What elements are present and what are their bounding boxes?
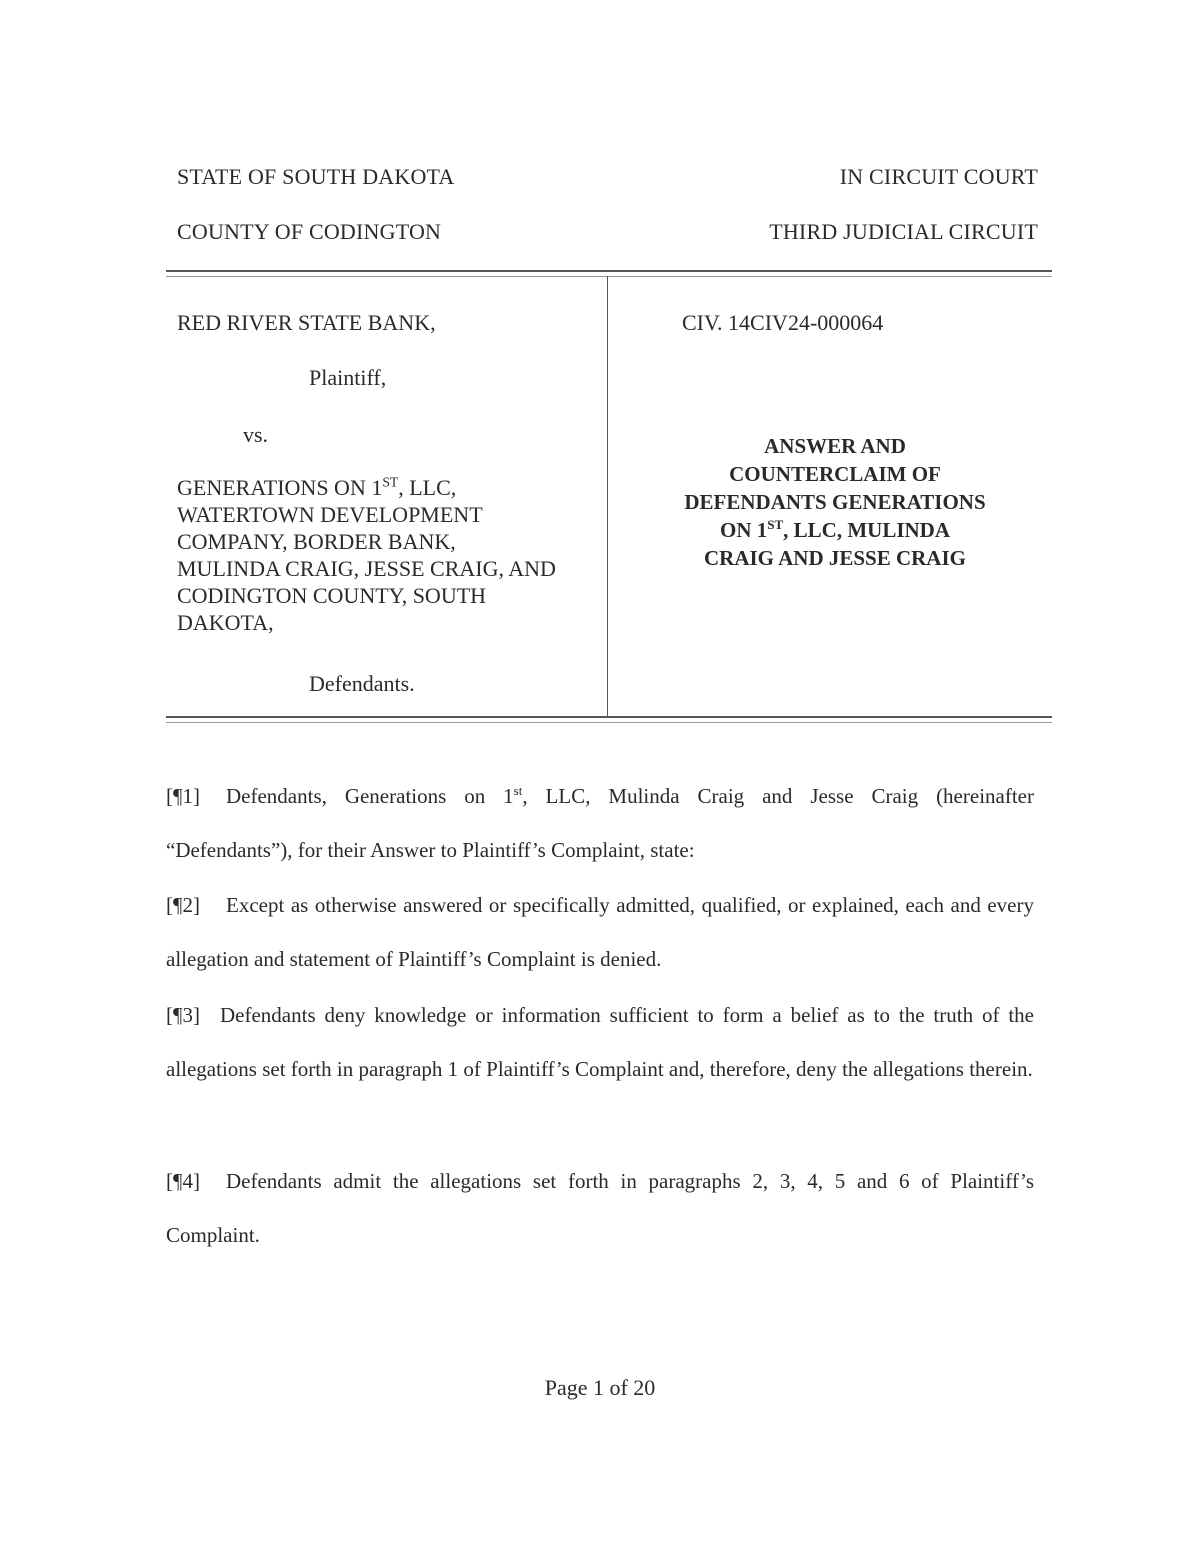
defendants-line-1: GENERATIONS ON 1ST, LLC, — [177, 474, 457, 500]
title-line-4: ON 1ST, LLC, MULINDA — [719, 517, 950, 542]
document-title — [650, 432, 1020, 572]
case-number: CIV. 14CIV24-000064 — [682, 310, 884, 335]
defendants-line-2: WATERTOWN DEVELOPMENT — [177, 502, 483, 527]
versus-label: vs. — [243, 422, 269, 447]
caption-top-rule — [166, 270, 1052, 277]
title-line-2: COUNTERCLAIM OF — [729, 462, 941, 486]
title-line-5: CRAIG AND JESSE CRAIG — [704, 546, 966, 570]
defendants-line-3: COMPANY, BORDER BANK, — [177, 529, 456, 554]
paragraph-number: [¶1] — [166, 784, 201, 808]
state-label: STATE OF SOUTH DAKOTA — [177, 164, 455, 189]
paragraph-1: [¶1] Defendants, Generations on 1st, LLC, Mulinda Craig and Jesse Craig (hereinafter “Defendants”), for their Answer to Plaintiff’s Complaint, state: — [166, 769, 1034, 877]
title-line-1: ANSWER AND — [764, 434, 906, 458]
paragraph-number: [¶4] — [166, 1169, 201, 1193]
defendants-list — [177, 474, 607, 636]
paragraph-2: [¶2] Except as otherwise answered or specifically admitted, qualified, or explained, each and every allegation and statement of Plaintiff’s Complaint is denied. — [166, 878, 1034, 986]
plaintiff-role: Plaintiff, — [309, 365, 387, 390]
caption-bottom-rule — [166, 716, 1052, 723]
court-label: IN CIRCUIT COURT — [839, 164, 1038, 189]
caption-divider — [607, 276, 608, 718]
page-number: Page 1 of 20 — [544, 1375, 656, 1400]
defendants-role: Defendants. — [309, 671, 415, 696]
defendants-line-4: MULINDA CRAIG, JESSE CRAIG, AND — [177, 556, 556, 581]
defendants-line-6: DAKOTA, — [177, 610, 274, 635]
county-label: COUNTY OF CODINGTON — [177, 219, 442, 244]
paragraph-number: [¶3] — [166, 1003, 201, 1027]
title-line-3: DEFENDANTS GENERATIONS — [684, 490, 986, 514]
circuit-label: THIRD JUDICIAL CIRCUIT — [769, 219, 1038, 244]
paragraph-4: [¶4] Defendants admit the allegations set forth in paragraphs 2, 3, 4, 5 and 6 of Plaintiff’s Complaint. — [166, 1154, 1034, 1262]
paragraph-number: [¶2] — [166, 893, 201, 917]
plaintiff-name: RED RIVER STATE BANK, — [177, 310, 436, 335]
defendants-line-5: CODINGTON COUNTY, SOUTH — [177, 583, 487, 608]
paragraph-3: [¶3] Defendants deny knowledge or information sufficient to form a belief as to the truth of the allegations set forth in paragraph 1 of Plaintiff’s Complaint and, therefore, deny the allegations therein. — [166, 988, 1034, 1096]
